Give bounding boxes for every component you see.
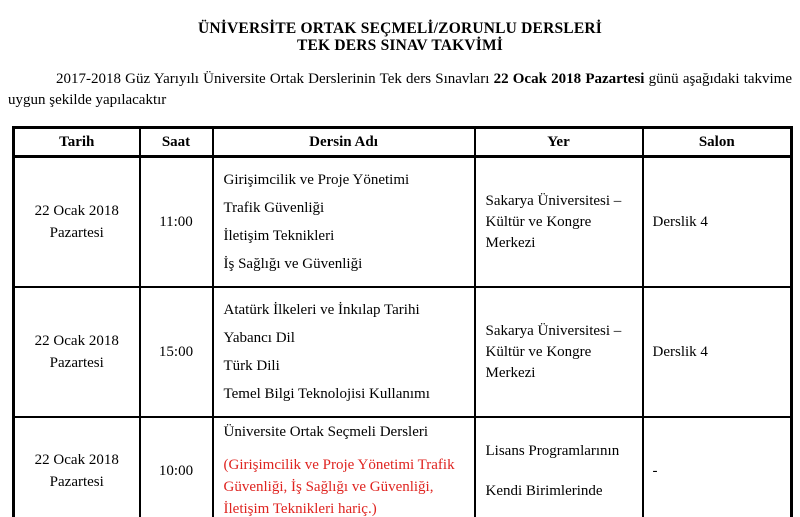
place-line: Kendi Birimlerinde — [485, 482, 603, 499]
page-title-line2: TEK DERS SINAV TAKVİMİ — [296, 37, 504, 54]
date-line1: 22 Ocak 2018 — [34, 452, 119, 468]
place-line: Kültür ve Kongre — [485, 343, 592, 360]
date-cell — [14, 417, 140, 517]
table-header-row — [14, 128, 792, 157]
intro-text-before: 2017-2018 Güz Yarıyılı Üniversite Ortak Derslerinin Tek ders Sınavları — [56, 71, 494, 87]
date-line2: Pazartesi — [49, 355, 104, 371]
header-cell-yer: Yer — [475, 128, 643, 157]
course-item: Üniversite Ortak Seçmeli Dersleri — [223, 424, 429, 440]
header-cell-salon: Salon — [643, 128, 792, 157]
room-cell: Derslik 4 — [643, 287, 792, 417]
course-item: Atatürk İlkeleri ve İnkılap Tarihi — [223, 302, 420, 318]
place-line: Sakarya Üniversitesi – — [485, 322, 622, 339]
date-line1: 22 Ocak 2018 — [34, 333, 119, 349]
intro-exam-date: 22 Ocak 2018 Pazartesi — [493, 71, 645, 87]
time-cell: 11:00 — [140, 157, 213, 288]
date-line2: Pazartesi — [49, 474, 104, 490]
place-cell — [475, 287, 643, 417]
place-line: Sakarya Üniversitesi – — [485, 192, 622, 209]
header-cell-dersin-adi: Dersin Adı — [213, 128, 475, 157]
room-cell: - — [643, 417, 792, 517]
course-item: Türk Dili — [223, 358, 280, 374]
course-exclusion-note: (Girişimcilik ve Proje Yönetimi Trafik Güvenliği, İş Sağlığı ve Güvenliği, İletişim Teknikleri hariç.) — [223, 457, 455, 517]
time-cell: 10:00 — [140, 417, 213, 517]
courses-cell — [213, 417, 475, 517]
room-cell: Derslik 4 — [643, 157, 792, 288]
place-cell — [475, 157, 643, 288]
table-row — [14, 287, 792, 417]
time-cell: 15:00 — [140, 287, 213, 417]
place-line: Kültür ve Kongre — [485, 213, 592, 230]
course-item: İş Sağlığı ve Güvenliği — [223, 256, 363, 272]
course-item: Trafik Güvenliği — [223, 200, 325, 216]
intro-paragraph — [8, 69, 792, 111]
place-line: Merkezi — [485, 234, 536, 251]
table-row — [14, 157, 792, 288]
courses-cell — [213, 157, 475, 288]
page-title-line1: ÜNİVERSİTE ORTAK SEÇMELİ/ZORUNLU DERSLERİ — [198, 20, 602, 37]
header-cell-tarih: Tarih — [14, 128, 140, 157]
exam-schedule-table — [12, 126, 793, 517]
course-item: İletişim Teknikleri — [223, 228, 335, 244]
date-cell — [14, 157, 140, 288]
course-item: Temel Bilgi Teknolojisi Kullanımı — [223, 386, 430, 402]
courses-cell — [213, 287, 475, 417]
header-cell-saat: Saat — [140, 128, 213, 157]
page-title — [0, 20, 800, 54]
course-item: Yabancı Dil — [223, 330, 295, 346]
place-line: Lisans Programlarının — [485, 442, 620, 459]
intro-text-after: günü aşağıdaki takvime uygun şekilde yapılacaktır — [8, 71, 793, 108]
date-cell — [14, 287, 140, 417]
course-item: Girişimcilik ve Proje Yönetimi — [223, 172, 410, 188]
place-line: Merkezi — [485, 364, 536, 381]
table-row — [14, 417, 792, 517]
date-line2: Pazartesi — [49, 225, 104, 241]
place-cell — [475, 417, 643, 517]
date-line1: 22 Ocak 2018 — [34, 203, 119, 219]
